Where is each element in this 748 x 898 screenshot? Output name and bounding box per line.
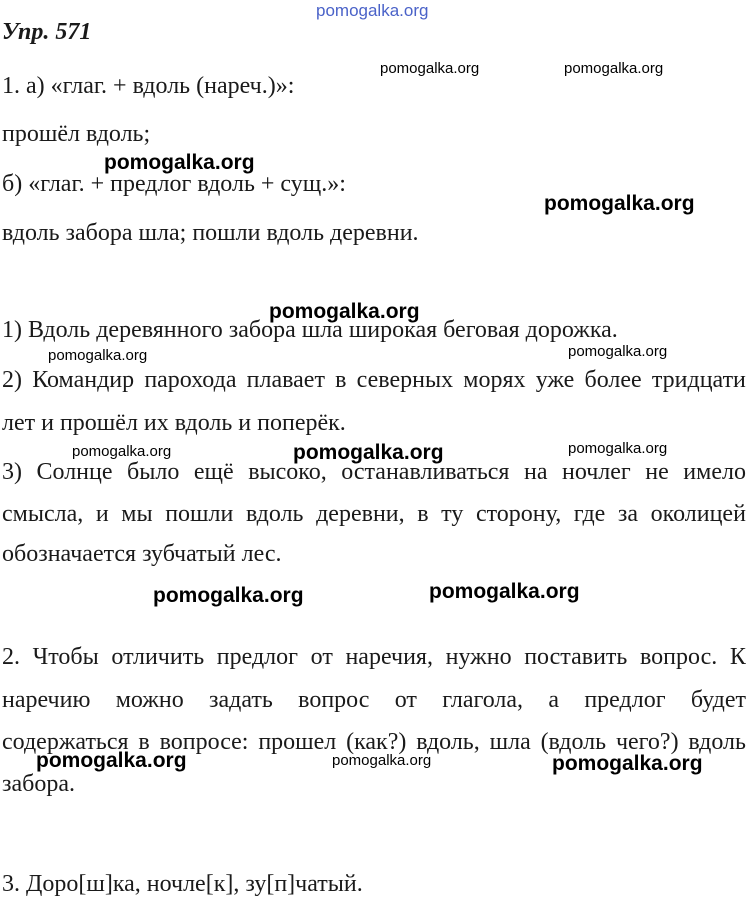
word: вопрос.	[639, 644, 718, 670]
word: было	[127, 459, 180, 485]
word: не	[645, 459, 669, 485]
word: 2)	[2, 367, 22, 393]
explanation-line-2	[2, 686, 746, 714]
word: деревни,	[316, 501, 405, 527]
sentence-2-line-1	[2, 366, 746, 394]
word: (вдоль	[540, 729, 607, 755]
watermark: pomogalka.org	[552, 752, 703, 775]
word: предлог	[216, 644, 298, 670]
word: Командир	[32, 367, 135, 393]
word: от	[310, 644, 333, 670]
word: где	[573, 501, 606, 527]
word: Солнце	[36, 459, 113, 485]
word: будет	[690, 687, 746, 713]
watermark: pomogalka.org	[293, 441, 444, 464]
sentence-3-line-2	[2, 500, 746, 528]
watermark: pomogalka.org	[269, 300, 420, 323]
word: в	[417, 501, 429, 527]
word: за	[617, 501, 639, 527]
word: ту	[441, 501, 464, 527]
watermark: pomogalka.org	[48, 347, 148, 364]
word: наречию	[2, 687, 91, 713]
sentence-3-line-1	[2, 458, 746, 486]
phonetics-line: 3. Доро[ш]ка, ночле[к], зу[п]чатый.	[2, 871, 363, 897]
watermark: pomogalka.org	[153, 584, 304, 607]
word: (как?)	[346, 729, 407, 755]
word: задать	[209, 687, 273, 713]
word: глагола,	[442, 687, 524, 713]
word: прошел	[258, 729, 337, 755]
word: высоко,	[248, 459, 327, 485]
word: вдоль	[245, 501, 304, 527]
word: останавливаться	[341, 459, 510, 485]
watermark: pomogalka.org	[104, 151, 255, 174]
word: а	[548, 687, 560, 713]
word: смысла,	[2, 501, 84, 527]
watermark-top: pomogalka.org	[316, 1, 429, 20]
word: на	[523, 459, 548, 485]
word: содержаться	[2, 729, 129, 755]
word: имело	[683, 459, 746, 485]
word: вопрос	[298, 687, 370, 713]
word: К	[729, 644, 746, 670]
word: в	[138, 729, 150, 755]
word: отличить	[111, 644, 205, 670]
watermark: pomogalka.org	[564, 60, 664, 77]
watermark: pomogalka.org	[72, 443, 172, 460]
rule-a-line: 1. а) «глаг. + вдоль (нареч.)»:	[2, 73, 295, 99]
word: поставить	[524, 644, 628, 670]
sentence-3-line-3: обозначается зубчатый лес.	[2, 541, 282, 567]
word: парохода	[144, 367, 237, 393]
word: предлог	[584, 687, 666, 713]
word: тридцати	[651, 367, 746, 393]
word: мы	[121, 501, 153, 527]
word: вопросе:	[159, 729, 249, 755]
word: ночлег	[561, 459, 631, 485]
watermark: pomogalka.org	[568, 440, 668, 457]
word: околицей	[650, 501, 746, 527]
watermark: pomogalka.org	[429, 580, 580, 603]
sentence-1: 1) Вдоль деревянного забора шла широкая беговая дорожка.	[2, 317, 618, 343]
watermark: pomogalka.org	[380, 60, 480, 77]
word: сторону,	[475, 501, 562, 527]
word: шла	[489, 729, 531, 755]
word: можно	[115, 687, 184, 713]
word: в	[335, 367, 347, 393]
watermark: pomogalka.org	[568, 343, 668, 360]
word: северных	[356, 367, 454, 393]
explanation-line-3	[2, 728, 746, 756]
word: вдоль	[688, 729, 746, 755]
watermark: pomogalka.org	[332, 752, 432, 769]
rule-b-line: б) «глаг. + предлог вдоль + сущ.»:	[2, 171, 346, 197]
word: вдоль,	[416, 729, 480, 755]
word: наречия,	[345, 644, 433, 670]
word: Чтобы	[32, 644, 99, 670]
explanation-line-4: забора.	[2, 771, 75, 797]
word: пошли	[165, 501, 234, 527]
rule-b-example: вдоль забора шла; пошли вдоль деревни.	[2, 220, 419, 246]
word: 2.	[2, 644, 20, 670]
word: плавает	[246, 367, 325, 393]
rule-a-example: прошёл вдоль;	[2, 121, 151, 147]
word: морях	[463, 367, 526, 393]
watermark: pomogalka.org	[544, 192, 695, 215]
word: более	[584, 367, 642, 393]
explanation-line-1	[2, 643, 746, 671]
word: от	[394, 687, 417, 713]
word: 3)	[2, 459, 22, 485]
word: ещё	[193, 459, 234, 485]
exercise-title: Упр. 571	[2, 19, 92, 45]
word: и	[95, 501, 109, 527]
sentence-2-line-2: лет и прошёл их вдоль и поперёк.	[2, 410, 346, 436]
word: уже	[535, 367, 575, 393]
watermark: pomogalka.org	[36, 749, 187, 772]
word: нужно	[445, 644, 512, 670]
word: чего?)	[615, 729, 679, 755]
